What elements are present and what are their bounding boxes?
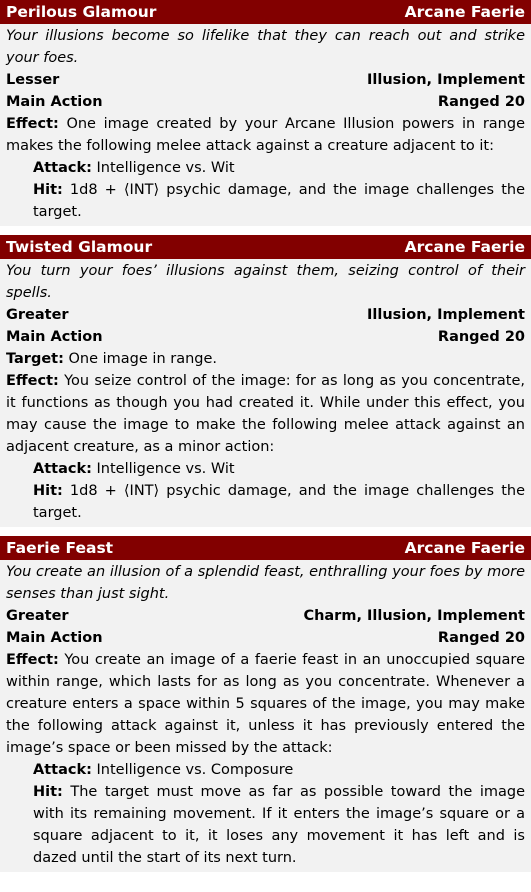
target-text: One image in range. <box>63 351 218 367</box>
power-tier: Lesser <box>6 72 60 88</box>
effect-label: Effect: <box>6 373 59 389</box>
power-keywords: Illusion, Implement <box>367 72 525 88</box>
hit-label: Hit: <box>33 182 63 198</box>
power-source: Arcane Faerie <box>404 3 525 21</box>
effect-line <box>6 649 525 759</box>
hit-line <box>6 781 525 869</box>
power-keywords: Charm, Illusion, Implement <box>303 608 525 624</box>
attack-label: Attack: <box>33 461 92 477</box>
power-block-faerie-feast <box>0 536 531 872</box>
hit-label: Hit: <box>33 483 63 499</box>
attack-label: Attack: <box>33 160 92 176</box>
flavor-text: Your illusions become so lifelike that they can reach out and strike your foes. <box>0 24 531 69</box>
power-body <box>0 605 531 872</box>
attack-line <box>6 157 525 179</box>
tier-row <box>6 304 525 326</box>
effect-text: You seize control of the image: for as long as you concentrate, it functions as though you had created it. While under this effect, you may cause the image to make the following melee attack against an adjacent creature, as a minor action: <box>6 373 525 455</box>
power-header <box>0 536 531 560</box>
effect-text: One image created by your Arcane Illusion powers in range makes the following melee attack against a creature adjacent to it: <box>6 116 525 154</box>
hit-line <box>6 179 525 223</box>
attack-label: Attack: <box>33 762 92 778</box>
tier-row <box>6 69 525 91</box>
power-range: Ranged 20 <box>437 630 525 646</box>
power-body <box>0 304 531 527</box>
power-range: Ranged 20 <box>437 329 525 345</box>
power-action: Main Action <box>6 329 103 345</box>
power-source: Arcane Faerie <box>404 238 525 256</box>
effect-label: Effect: <box>6 652 59 668</box>
effect-line <box>6 113 525 157</box>
attack-text: Intelligence vs. Composure <box>91 762 294 778</box>
power-action: Main Action <box>6 630 103 646</box>
power-block-perilous-glamour <box>0 0 531 226</box>
action-row <box>6 326 525 348</box>
power-keywords: Illusion, Implement <box>367 307 525 323</box>
power-header <box>0 0 531 24</box>
hit-text: The target must move as far as possible toward the image with its remaining movement. If it enters the image’s square or a square adjacent to it, it loses any movement it has left and is dazed until the start of its next turn. <box>33 784 525 866</box>
effect-line <box>6 370 525 458</box>
hit-label: Hit: <box>33 784 63 800</box>
attack-line <box>6 759 525 781</box>
power-name: Faerie Feast <box>6 539 114 557</box>
attack-line <box>6 458 525 480</box>
effect-text: You create an image of a faerie feast in an unoccupied square within range, which lasts for as long as you concentrate. Whenever a creature enters a space within 5 squares of the image, you may make the following attack against it, unless it has previously entered the image’s space or been missed by the attack: <box>6 652 525 756</box>
power-name: Perilous Glamour <box>6 3 157 21</box>
power-block-twisted-glamour <box>0 235 531 527</box>
action-row <box>6 91 525 113</box>
action-row <box>6 627 525 649</box>
target-label: Target: <box>6 351 64 367</box>
flavor-text: You create an illusion of a splendid feast, enthralling your foes by more senses than just sight. <box>0 560 531 605</box>
divider <box>0 527 531 536</box>
power-action: Main Action <box>6 94 103 110</box>
flavor-text: You turn your foes’ illusions against them, seizing control of their spells. <box>0 259 531 304</box>
power-header <box>0 235 531 259</box>
target-line <box>6 348 525 370</box>
attack-text: Intelligence vs. Wit <box>91 461 235 477</box>
power-body <box>0 69 531 226</box>
hit-text: 1d8 + ⟨INT⟩ psychic damage, and the image challenges the target. <box>33 182 525 220</box>
power-source: Arcane Faerie <box>404 539 525 557</box>
effect-label: Effect: <box>6 116 59 132</box>
divider <box>0 226 531 235</box>
power-tier: Greater <box>6 608 69 624</box>
attack-text: Intelligence vs. Wit <box>91 160 235 176</box>
power-tier: Greater <box>6 307 69 323</box>
power-range: Ranged 20 <box>437 94 525 110</box>
power-name: Twisted Glamour <box>6 238 153 256</box>
hit-text: 1d8 + ⟨INT⟩ psychic damage, and the image challenges the target. <box>33 483 525 521</box>
hit-line <box>6 480 525 524</box>
tier-row <box>6 605 525 627</box>
